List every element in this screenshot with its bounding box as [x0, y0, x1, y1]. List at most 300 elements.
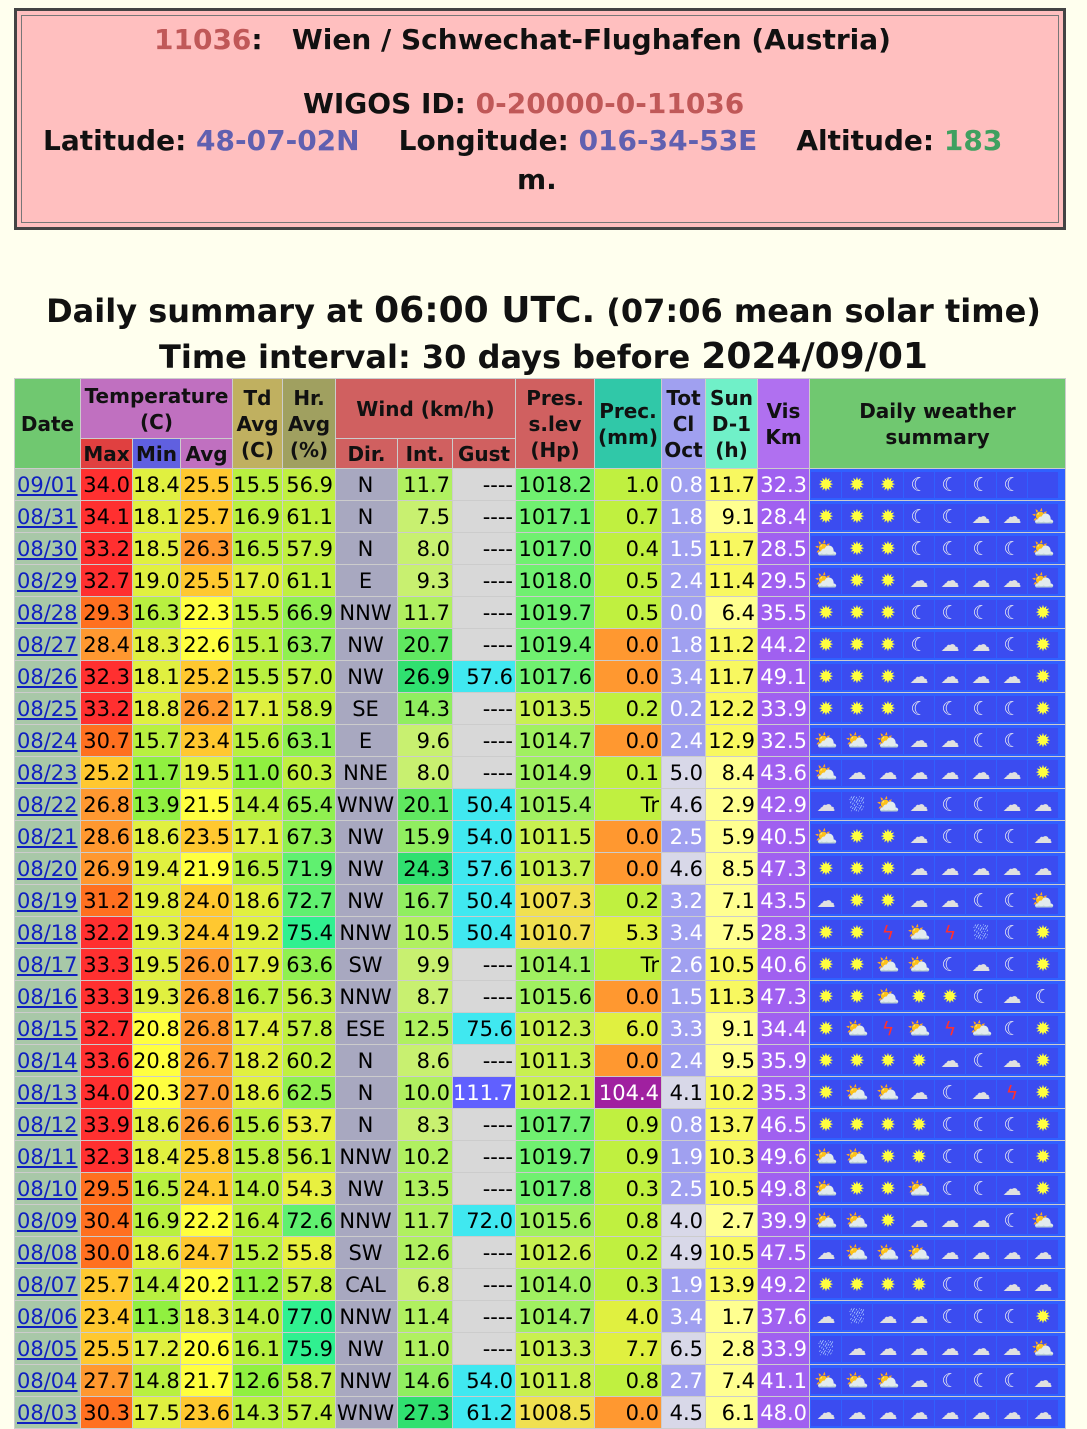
col-gust: Gust [453, 439, 516, 469]
wind-dir-cell: NNE [336, 757, 398, 789]
sun-icon: ✹ [904, 1048, 934, 1074]
min-temp-cell: 11.7 [133, 757, 181, 789]
date-link[interactable]: 08/07 [17, 1272, 78, 1297]
max-temp-cell: 30.4 [81, 1205, 133, 1237]
cloud-cell: 4.9 [662, 1237, 706, 1269]
date-cell[interactable] [15, 1173, 81, 1205]
sunshine-cell: 2.9 [706, 789, 758, 821]
visibility-cell: 47.3 [758, 981, 810, 1013]
moon-icon: ☾ [966, 1368, 996, 1394]
cloud-icon: ☁ [935, 1208, 965, 1234]
cloud-icon: ☁ [935, 664, 965, 690]
pressure-cell: 1018.2 [516, 469, 595, 501]
humidity-cell: 61.1 [283, 501, 336, 533]
date-cell[interactable] [15, 917, 81, 949]
cloud-cell: 3.3 [662, 1013, 706, 1045]
dewpoint-cell: 17.1 [233, 821, 283, 853]
date-cell[interactable] [15, 885, 81, 917]
avg-temp-cell: 25.5 [181, 565, 233, 597]
humidity-cell: 63.7 [283, 629, 336, 661]
date-link[interactable]: 08/24 [17, 728, 78, 753]
avg-temp-cell: 23.6 [181, 1397, 233, 1429]
wind-gust-cell: ---- [453, 693, 516, 725]
cloud-icon: ☁ [842, 1336, 872, 1362]
sun-icon: ✹ [842, 472, 872, 498]
wind-int-cell: 8.7 [398, 981, 453, 1013]
cloud-cell: 0.8 [662, 469, 706, 501]
date-link[interactable]: 08/18 [17, 920, 78, 945]
partly-sunny-icon: ⛅ [811, 1368, 841, 1394]
date-cell[interactable] [15, 1045, 81, 1077]
date-cell[interactable] [15, 1013, 81, 1045]
table-row [15, 885, 1066, 917]
date-cell[interactable] [15, 1365, 81, 1397]
date-cell[interactable] [15, 1077, 81, 1109]
partly-sunny-icon: ⛅ [842, 1240, 872, 1266]
date-link[interactable]: 08/21 [17, 824, 78, 849]
summary-line-2 [0, 336, 1087, 377]
wind-int-cell: 8.0 [398, 533, 453, 565]
cloud-icon: ☁ [842, 760, 872, 786]
date-cell[interactable] [15, 693, 81, 725]
weather-icons-cell [810, 629, 1066, 661]
altitude-unit: m. [517, 163, 557, 196]
table-row [15, 1045, 1066, 1077]
wind-dir-cell: NW [336, 629, 398, 661]
date-link[interactable]: 08/20 [17, 856, 78, 881]
wind-gust-cell: 57.6 [453, 661, 516, 693]
pressure-cell: 1017.0 [516, 533, 595, 565]
moon-icon: ☾ [966, 1144, 996, 1170]
date-cell[interactable] [15, 597, 81, 629]
partly-sunny-icon: ⛅ [904, 952, 934, 978]
date-cell[interactable] [15, 789, 81, 821]
sun-icon: ✹ [842, 888, 872, 914]
moon-icon: ☾ [904, 536, 934, 562]
partly-sunny-icon: ⛅ [811, 1144, 841, 1170]
pressure-cell: 1011.8 [516, 1365, 595, 1397]
date-link[interactable]: 08/30 [17, 536, 78, 561]
table-row [15, 981, 1066, 1013]
wind-gust-cell: ---- [453, 949, 516, 981]
date-link[interactable]: 08/13 [17, 1080, 78, 1105]
weather-icons-cell [810, 533, 1066, 565]
wind-dir-cell: SW [336, 1237, 398, 1269]
wind-dir-cell: NW [336, 885, 398, 917]
max-temp-cell: 34.0 [81, 469, 133, 501]
wind-gust-cell: 61.2 [453, 1397, 516, 1429]
station-name: Wien / Schwechat-Flughafen (Austria) [291, 23, 891, 56]
partly-sunny-icon: ⛅ [1028, 536, 1058, 562]
min-temp-cell: 15.7 [133, 725, 181, 757]
date-cell[interactable] [15, 565, 81, 597]
moon-icon: ☾ [997, 632, 1027, 658]
date-cell[interactable] [15, 725, 81, 757]
min-temp-cell: 13.9 [133, 789, 181, 821]
max-temp-cell: 25.7 [81, 1269, 133, 1301]
avg-temp-cell: 23.5 [181, 821, 233, 853]
wind-gust-cell: ---- [453, 1333, 516, 1365]
cloud-icon: ☁ [997, 568, 1027, 594]
weather-icons-cell [810, 1301, 1066, 1333]
cloud-icon: ☁ [811, 888, 841, 914]
visibility-cell: 40.6 [758, 949, 810, 981]
cloud-icon: ☁ [966, 1336, 996, 1362]
date-cell[interactable] [15, 469, 81, 501]
visibility-cell: 47.3 [758, 853, 810, 885]
cloud-icon: ☁ [935, 856, 965, 882]
precip-cell: 0.0 [595, 1045, 662, 1077]
cloud-cell: 2.4 [662, 725, 706, 757]
max-temp-cell: 25.5 [81, 1333, 133, 1365]
cloud-icon: ☁ [904, 1368, 934, 1394]
table-row [15, 1077, 1066, 1109]
wind-dir-cell: N [336, 501, 398, 533]
wind-dir-cell: E [336, 725, 398, 757]
date-link[interactable]: 08/23 [17, 760, 78, 785]
sun-icon: ✹ [842, 664, 872, 690]
min-temp-cell: 16.3 [133, 597, 181, 629]
max-temp-cell: 32.7 [81, 1013, 133, 1045]
date-cell[interactable] [15, 981, 81, 1013]
humidity-cell: 65.4 [283, 789, 336, 821]
weather-icons-cell [810, 1141, 1066, 1173]
partly-sunny-icon: ⛅ [811, 760, 841, 786]
cloud-cell: 2.6 [662, 949, 706, 981]
date-cell[interactable] [15, 629, 81, 661]
sun-icon: ✹ [873, 600, 903, 626]
humidity-cell: 56.1 [283, 1141, 336, 1173]
visibility-cell: 39.9 [758, 1205, 810, 1237]
avg-temp-cell: 27.0 [181, 1077, 233, 1109]
humidity-cell: 56.3 [283, 981, 336, 1013]
date-cell[interactable] [15, 949, 81, 981]
date-cell[interactable] [15, 1333, 81, 1365]
cloud-icon: ☁ [997, 1400, 1027, 1426]
min-temp-cell: 14.8 [133, 1365, 181, 1397]
sun-icon: ✹ [873, 504, 903, 530]
table-row [15, 1237, 1066, 1269]
wind-gust-cell: 54.0 [453, 821, 516, 853]
wind-gust-cell: ---- [453, 1301, 516, 1333]
max-temp-cell: 29.3 [81, 597, 133, 629]
col-vis: Vis Km [758, 379, 810, 469]
visibility-cell: 35.5 [758, 597, 810, 629]
rain-icon: ⛆ [842, 1304, 872, 1330]
cloud-icon: ☁ [935, 1400, 965, 1426]
sun-icon: ✹ [1028, 920, 1058, 946]
date-link[interactable]: 08/14 [17, 1048, 78, 1073]
dewpoint-cell: 11.2 [233, 1269, 283, 1301]
weather-icons-cell [810, 1397, 1066, 1429]
visibility-cell: 42.9 [758, 789, 810, 821]
cloud-cell: 4.5 [662, 1397, 706, 1429]
wind-int-cell: 16.7 [398, 885, 453, 917]
date-link[interactable]: 08/09 [17, 1208, 78, 1233]
sun-icon: ✹ [873, 536, 903, 562]
min-temp-cell: 11.3 [133, 1301, 181, 1333]
date-cell[interactable] [15, 501, 81, 533]
sunshine-cell: 2.8 [706, 1333, 758, 1365]
partly-sunny-icon: ⛅ [1028, 568, 1058, 594]
min-temp-cell: 20.8 [133, 1013, 181, 1045]
cloud-cell: 3.2 [662, 885, 706, 917]
col-td: Td Avg (C) [233, 379, 283, 469]
dewpoint-cell: 17.4 [233, 1013, 283, 1045]
table-row [15, 949, 1066, 981]
moon-icon: ☾ [997, 920, 1027, 946]
humidity-cell: 75.9 [283, 1333, 336, 1365]
wind-gust-cell: ---- [453, 501, 516, 533]
date-cell[interactable] [15, 757, 81, 789]
station-id: 11036 [154, 23, 252, 56]
max-temp-cell: 27.7 [81, 1365, 133, 1397]
date-cell[interactable] [15, 1397, 81, 1429]
pressure-cell: 1017.7 [516, 1109, 595, 1141]
humidity-cell: 58.7 [283, 1365, 336, 1397]
moon-icon: ☾ [997, 728, 1027, 754]
date-cell[interactable] [15, 1269, 81, 1301]
thunderstorm-icon: ϟ [873, 1016, 903, 1042]
sun-icon: ✹ [842, 600, 872, 626]
partly-sunny-icon: ⛅ [811, 1208, 841, 1234]
cloud-icon: ☁ [997, 1272, 1027, 1298]
precip-cell: 0.0 [595, 725, 662, 757]
col-pres: Pres. s.lev (Hp) [516, 379, 595, 469]
moon-icon: ☾ [935, 696, 965, 722]
dewpoint-cell: 17.1 [233, 693, 283, 725]
precip-cell: Tr [595, 789, 662, 821]
precip-cell: 0.0 [595, 661, 662, 693]
cloud-icon: ☁ [1028, 1400, 1058, 1426]
humidity-cell: 72.7 [283, 885, 336, 917]
precip-cell: 0.2 [595, 885, 662, 917]
wind-int-cell: 12.6 [398, 1237, 453, 1269]
date-cell[interactable] [15, 533, 81, 565]
min-temp-cell: 17.2 [133, 1333, 181, 1365]
avg-temp-cell: 20.6 [181, 1333, 233, 1365]
precip-cell: 0.0 [595, 853, 662, 885]
wind-gust-cell: ---- [453, 565, 516, 597]
precip-cell: 0.9 [595, 1109, 662, 1141]
cloud-cell: 0.2 [662, 693, 706, 725]
wind-gust-cell: 50.4 [453, 917, 516, 949]
humidity-cell: 63.1 [283, 725, 336, 757]
cloud-cell: 4.1 [662, 1077, 706, 1109]
date-cell[interactable] [15, 1301, 81, 1333]
cloud-cell: 2.5 [662, 821, 706, 853]
max-temp-cell: 23.4 [81, 1301, 133, 1333]
wind-gust-cell: ---- [453, 1237, 516, 1269]
max-temp-cell: 32.3 [81, 661, 133, 693]
pressure-cell: 1013.7 [516, 853, 595, 885]
date-link[interactable]: 08/22 [17, 792, 78, 817]
weather-icons-cell [810, 949, 1066, 981]
date-link[interactable]: 08/15 [17, 1016, 78, 1041]
cloud-icon: ☁ [904, 568, 934, 594]
max-temp-cell: 31.2 [81, 885, 133, 917]
visibility-cell: 47.5 [758, 1237, 810, 1269]
weather-icons-cell [810, 1173, 1066, 1205]
date-link[interactable]: 08/27 [17, 632, 78, 657]
moon-icon: ☾ [997, 696, 1027, 722]
sunshine-cell: 11.4 [706, 565, 758, 597]
station-box [14, 8, 1066, 230]
wind-int-cell: 10.5 [398, 917, 453, 949]
max-temp-cell: 29.5 [81, 1173, 133, 1205]
sunshine-cell: 11.3 [706, 981, 758, 1013]
date-link[interactable]: 08/31 [17, 504, 78, 529]
wind-dir-cell: SE [336, 693, 398, 725]
avg-temp-cell: 23.4 [181, 725, 233, 757]
date-link[interactable]: 08/04 [17, 1368, 78, 1393]
date-link[interactable]: 08/03 [17, 1400, 78, 1425]
visibility-cell: 43.6 [758, 757, 810, 789]
moon-icon: ☾ [935, 1112, 965, 1138]
dewpoint-cell: 14.3 [233, 1397, 283, 1429]
date-link[interactable]: 08/28 [17, 600, 78, 625]
moon-icon: ☾ [966, 1048, 996, 1074]
sun-icon: ✹ [1028, 760, 1058, 786]
partly-sunny-icon: ⛅ [873, 728, 903, 754]
date-link[interactable]: 08/29 [17, 568, 78, 593]
wind-dir-cell: N [336, 1109, 398, 1141]
precip-cell: 0.0 [595, 981, 662, 1013]
date-link[interactable]: 08/16 [17, 984, 78, 1009]
date-cell[interactable] [15, 853, 81, 885]
partly-sunny-icon: ⛅ [842, 1368, 872, 1394]
date-link[interactable]: 09/01 [17, 472, 78, 497]
sun-icon: ✹ [1028, 1016, 1058, 1042]
max-temp-cell: 32.7 [81, 565, 133, 597]
pressure-cell: 1013.3 [516, 1333, 595, 1365]
moon-icon: ☾ [966, 824, 996, 850]
altitude: 183 [943, 124, 1003, 157]
avg-temp-cell: 21.9 [181, 853, 233, 885]
date-link[interactable]: 08/11 [17, 1144, 78, 1169]
min-temp-cell: 18.6 [133, 821, 181, 853]
pressure-cell: 1014.1 [516, 949, 595, 981]
moon-icon: ☾ [966, 888, 996, 914]
humidity-cell: 75.4 [283, 917, 336, 949]
dewpoint-cell: 15.8 [233, 1141, 283, 1173]
wind-dir-cell: N [336, 1077, 398, 1109]
wind-dir-cell: NW [336, 821, 398, 853]
sunshine-cell: 2.7 [706, 1205, 758, 1237]
partly-sunny-icon: ⛅ [873, 1368, 903, 1394]
humidity-cell: 63.6 [283, 949, 336, 981]
date-cell[interactable] [15, 1109, 81, 1141]
dewpoint-cell: 17.9 [233, 949, 283, 981]
sun-icon: ✹ [842, 1112, 872, 1138]
visibility-cell: 35.9 [758, 1045, 810, 1077]
avg-temp-cell: 22.2 [181, 1205, 233, 1237]
moon-icon: ☾ [935, 1272, 965, 1298]
cloud-cell: 3.4 [662, 917, 706, 949]
date-link[interactable]: 08/25 [17, 696, 78, 721]
date-cell[interactable] [15, 1141, 81, 1173]
partly-sunny-icon: ⛅ [873, 1080, 903, 1106]
cloud-icon: ☁ [873, 1336, 903, 1362]
date-cell[interactable] [15, 821, 81, 853]
summary-line-1 [0, 290, 1087, 331]
sun-icon: ✹ [842, 920, 872, 946]
wind-dir-cell: E [336, 565, 398, 597]
dewpoint-cell: 14.4 [233, 789, 283, 821]
visibility-cell: 49.8 [758, 1173, 810, 1205]
wind-int-cell: 11.4 [398, 1301, 453, 1333]
dewpoint-cell: 15.2 [233, 1237, 283, 1269]
date-cell[interactable] [15, 1205, 81, 1237]
moon-icon: ☾ [935, 1368, 965, 1394]
wind-gust-cell: ---- [453, 597, 516, 629]
date-link[interactable]: 08/19 [17, 888, 78, 913]
precip-cell: 0.0 [595, 1397, 662, 1429]
cloud-icon: ☁ [1028, 1240, 1058, 1266]
moon-icon: ☾ [935, 504, 965, 530]
col-daily: Daily weather summary [810, 379, 1066, 469]
cloud-icon: ☁ [997, 1048, 1027, 1074]
max-temp-cell: 33.6 [81, 1045, 133, 1077]
moon-icon: ☾ [966, 1176, 996, 1202]
pressure-cell: 1019.7 [516, 1141, 595, 1173]
date-link[interactable]: 08/17 [17, 952, 78, 977]
sun-icon: ✹ [904, 984, 934, 1010]
date-link[interactable]: 08/26 [17, 664, 78, 689]
table-row [15, 789, 1066, 821]
sunshine-cell: 13.7 [706, 1109, 758, 1141]
weather-icons-cell [810, 1205, 1066, 1237]
date-cell[interactable] [15, 661, 81, 693]
cloud-icon: ☁ [904, 888, 934, 914]
min-temp-cell: 20.3 [133, 1077, 181, 1109]
sunshine-cell: 10.5 [706, 1237, 758, 1269]
date-cell[interactable] [15, 1237, 81, 1269]
cloud-cell: 6.5 [662, 1333, 706, 1365]
wind-gust-cell: ---- [453, 757, 516, 789]
precip-cell: 6.0 [595, 1013, 662, 1045]
min-temp-cell: 19.3 [133, 917, 181, 949]
sunshine-cell: 10.5 [706, 949, 758, 981]
wind-gust-cell: ---- [453, 981, 516, 1013]
wind-gust-cell: ---- [453, 1109, 516, 1141]
avg-temp-cell: 26.3 [181, 533, 233, 565]
date-link[interactable]: 08/08 [17, 1240, 78, 1265]
moon-icon: ☾ [997, 1144, 1027, 1170]
date-link[interactable]: 08/06 [17, 1304, 78, 1329]
humidity-cell: 57.4 [283, 1397, 336, 1429]
pressure-cell: 1008.5 [516, 1397, 595, 1429]
pressure-cell: 1012.1 [516, 1077, 595, 1109]
date-link[interactable]: 08/10 [17, 1176, 78, 1201]
pressure-cell: 1015.6 [516, 1205, 595, 1237]
cloud-icon: ☁ [904, 1080, 934, 1106]
precip-cell: 0.2 [595, 693, 662, 725]
date-link[interactable]: 08/12 [17, 1112, 78, 1137]
sunshine-cell: 11.7 [706, 533, 758, 565]
sunshine-cell: 10.5 [706, 1173, 758, 1205]
max-temp-cell: 33.9 [81, 1109, 133, 1141]
sunshine-cell: 9.5 [706, 1045, 758, 1077]
cloud-cell: 0.0 [662, 597, 706, 629]
date-link[interactable]: 08/05 [17, 1336, 78, 1361]
sun-icon: ✹ [811, 1080, 841, 1106]
wind-int-cell: 11.7 [398, 469, 453, 501]
dewpoint-cell: 16.1 [233, 1333, 283, 1365]
sun-icon: ✹ [904, 1272, 934, 1298]
partly-sunny-icon: ⛅ [842, 1016, 872, 1042]
cloud-icon: ☁ [935, 760, 965, 786]
